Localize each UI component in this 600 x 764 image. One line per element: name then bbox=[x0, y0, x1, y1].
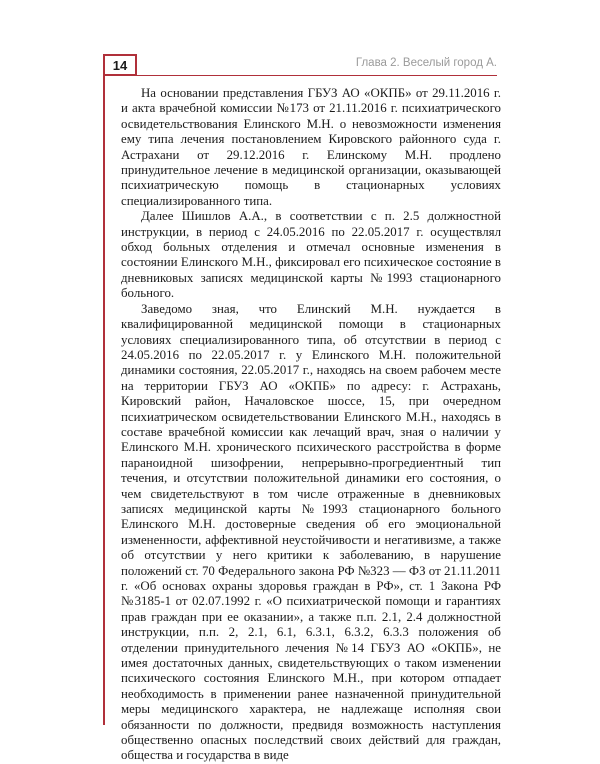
left-margin-rule bbox=[103, 76, 105, 725]
body-text bbox=[121, 86, 501, 764]
page-number: 14 bbox=[103, 54, 137, 76]
paragraph-2: Далее Шишлов А.А., в соответствии с п. 2.5 должностной инструкции, в период с 24.05.2016 по 22.05.2017 г. осуществлял обход больных отделения и отмечал основные изменения в состоянии Елинского М.Н., фиксировал его психическое состояние в дневниковых записях медицинской карты №1993 стационарного больного. bbox=[121, 209, 501, 301]
paragraph-3: Заведомо зная, что Елинский М.Н. нуждается в квалифицированной медицинской помощи в стационарных условиях специализированного типа, об отсутствии в период с 24.05.2016 по 22.05.2017 г. у Елинского М.Н. положительной динамики состояния, 22.05.2017 г., находясь на своем рабочем месте на территории ГБУЗ АО «ОКПБ» по адресу: г. Астрахань, Кировский район, Началовское шоссе, 15, при очередном психиатрическом освидетельствовании Елинского М.Н., находясь в составе врачебной комиссии как лечащий врач, зная о наличии у Елинского М.Н. хронического психического расстройства в форме параноидной шизофрении, непрерывно-прогредиентный тип течения, и отсутствии положительной динамики его состояния, о чем свидетельствуют в том числе отраженные в дневниковых записях медицинской карты №1993 стационарного больного Елинского М.Н. достоверные сведения об его эмоциональной измененности, аффективной неустойчивости и негативизме, а также об отсутствии у него критики к заболеванию, в нарушение положений ст. 70 Федерального закона РФ №323 — ФЗ от 21.11.2011 г. «Об основах охраны здоровья граждан в РФ», ст. 1 Закона РФ №3185-1 от 02.07.1992 г. «О психиатрической помощи и гарантиях прав граждан при ее оказании», а также п.п. 2.1, 2.4 должностной инструкции, п.п. 2, 2.1, 6.1, 6.3.1, 6.3.2, 6.3.3 положения об отделении принудительного лечения №14 ГБУЗ АО «ОКПБ», не имея достаточных данных, свидетельствующих о таком изменении психического состояния Елинского М.Н., при котором отпадает необходимость в применении ранее назначенной принудительной меры медицинского характера, не надлежаще исполняя свои обязанности по должности, предвидя возможность наступления общественно опасных последствий своих действий для граждан, общества и государства в виде bbox=[121, 301, 501, 763]
paragraph-1: На основании представления ГБУЗ АО «ОКПБ» от 29.11.2016 г. и акта врачебной комиссии №173 от 21.11.2016 г. психиатрического освидетельствования Елинского М.Н. о невозможности изменения ему типа лечения постановлением Кировского районного суда г. Астрахани от 29.12.2016 г. Елинскому М.Н. продлено принудительное лечение в медицинской организации, оказывающей психиатрическую помощь в стационарных условиях специализированного типа. bbox=[121, 86, 501, 208]
running-head-title: Глава 2. Веселый город А. bbox=[355, 57, 497, 69]
header-rule bbox=[137, 75, 497, 76]
